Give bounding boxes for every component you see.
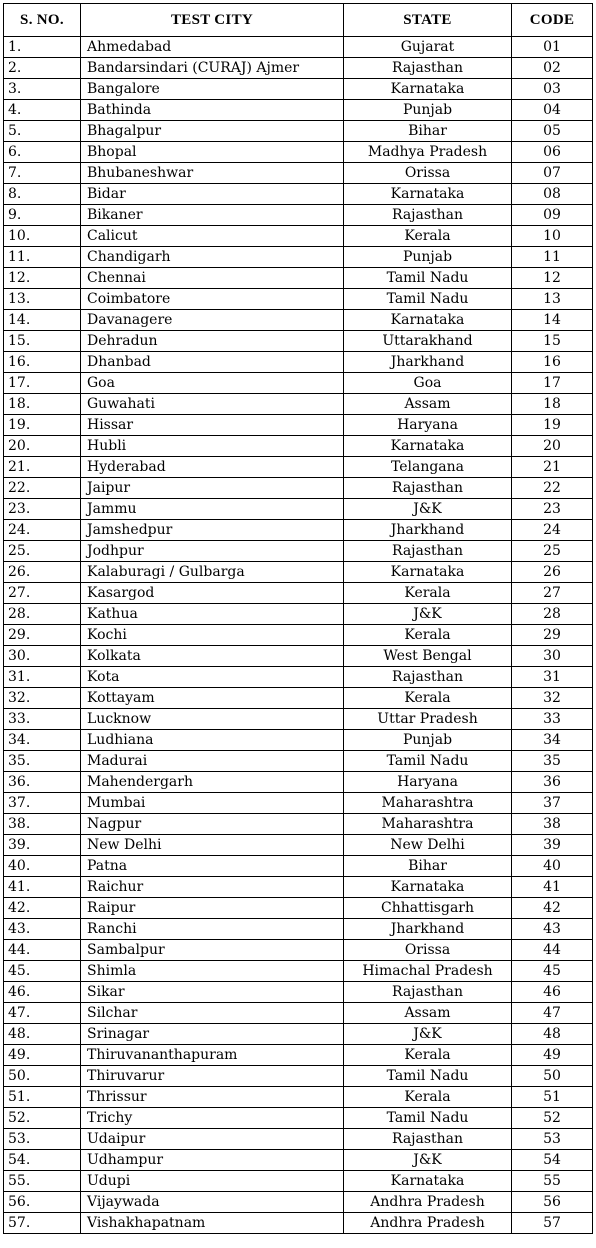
row-sno: 36. (4, 772, 81, 793)
row-state: Jharkhand (344, 520, 512, 541)
row-test-city: Thiruvarur (81, 1066, 344, 1087)
row-code: 45 (512, 961, 593, 982)
row-code: 06 (512, 142, 593, 163)
row-sno: 3. (4, 79, 81, 100)
row-state: Haryana (344, 415, 512, 436)
row-test-city: Jammu (81, 499, 344, 520)
row-test-city: Silchar (81, 1003, 344, 1024)
table-row (4, 142, 593, 163)
row-test-city: Chandigarh (81, 247, 344, 268)
row-test-city: Bhagalpur (81, 121, 344, 142)
row-sno: 8. (4, 184, 81, 205)
row-sno: 46. (4, 982, 81, 1003)
row-state: Tamil Nadu (344, 268, 512, 289)
table-row (4, 583, 593, 604)
row-code: 54 (512, 1150, 593, 1171)
row-test-city: Goa (81, 373, 344, 394)
table-row (4, 898, 593, 919)
row-sno: 17. (4, 373, 81, 394)
row-test-city: Kasargod (81, 583, 344, 604)
row-sno: 6. (4, 142, 81, 163)
table-row (4, 247, 593, 268)
row-sno: 30. (4, 646, 81, 667)
row-state: Orissa (344, 940, 512, 961)
row-code: 55 (512, 1171, 593, 1192)
row-code: 35 (512, 751, 593, 772)
header-state: STATE (344, 4, 512, 37)
row-code: 17 (512, 373, 593, 394)
table-row (4, 1087, 593, 1108)
row-sno: 27. (4, 583, 81, 604)
row-state: West Bengal (344, 646, 512, 667)
row-state: Orissa (344, 163, 512, 184)
header-sno: S. NO. (4, 4, 81, 37)
row-test-city: Hubli (81, 436, 344, 457)
table-row (4, 1213, 593, 1234)
row-state: Bihar (344, 856, 512, 877)
row-code: 31 (512, 667, 593, 688)
row-code: 10 (512, 226, 593, 247)
row-sno: 14. (4, 310, 81, 331)
row-sno: 22. (4, 478, 81, 499)
table-row (4, 457, 593, 478)
row-test-city: Shimla (81, 961, 344, 982)
table-row (4, 1066, 593, 1087)
table-row (4, 415, 593, 436)
row-sno: 53. (4, 1129, 81, 1150)
row-state: Maharashtra (344, 793, 512, 814)
row-code: 44 (512, 940, 593, 961)
row-test-city: Bathinda (81, 100, 344, 121)
row-code: 30 (512, 646, 593, 667)
table-row (4, 604, 593, 625)
row-state: Rajasthan (344, 667, 512, 688)
table-row (4, 877, 593, 898)
row-state: Rajasthan (344, 205, 512, 226)
row-state: Punjab (344, 247, 512, 268)
row-code: 05 (512, 121, 593, 142)
row-sno: 15. (4, 331, 81, 352)
row-code: 25 (512, 541, 593, 562)
row-code: 37 (512, 793, 593, 814)
row-test-city: Trichy (81, 1108, 344, 1129)
row-test-city: Raichur (81, 877, 344, 898)
row-state: Punjab (344, 100, 512, 121)
row-state: Himachal Pradesh (344, 961, 512, 982)
row-state: Kerala (344, 1087, 512, 1108)
row-test-city: Madurai (81, 751, 344, 772)
row-sno: 5. (4, 121, 81, 142)
row-code: 15 (512, 331, 593, 352)
table-row (4, 919, 593, 940)
row-sno: 31. (4, 667, 81, 688)
row-sno: 19. (4, 415, 81, 436)
row-sno: 20. (4, 436, 81, 457)
row-test-city: Mahendergarh (81, 772, 344, 793)
table-row (4, 79, 593, 100)
row-code: 53 (512, 1129, 593, 1150)
table-row (4, 100, 593, 121)
row-code: 09 (512, 205, 593, 226)
row-code: 26 (512, 562, 593, 583)
row-state: Maharashtra (344, 814, 512, 835)
row-test-city: Bhubaneshwar (81, 163, 344, 184)
row-state: Kerala (344, 226, 512, 247)
row-sno: 23. (4, 499, 81, 520)
row-state: Tamil Nadu (344, 289, 512, 310)
table-row (4, 226, 593, 247)
row-test-city: Bhopal (81, 142, 344, 163)
row-code: 03 (512, 79, 593, 100)
table-row (4, 163, 593, 184)
row-code: 56 (512, 1192, 593, 1213)
row-test-city: Raipur (81, 898, 344, 919)
table-row (4, 1108, 593, 1129)
row-test-city: Sambalpur (81, 940, 344, 961)
row-code: 33 (512, 709, 593, 730)
row-test-city: Bandarsindari (CURAJ) Ajmer (81, 58, 344, 79)
row-code: 16 (512, 352, 593, 373)
row-sno: 48. (4, 1024, 81, 1045)
table-row (4, 289, 593, 310)
row-sno: 40. (4, 856, 81, 877)
table-row (4, 856, 593, 877)
row-sno: 2. (4, 58, 81, 79)
table-row (4, 562, 593, 583)
row-test-city: Kottayam (81, 688, 344, 709)
row-test-city: Thiruvananthapuram (81, 1045, 344, 1066)
row-test-city: Hyderabad (81, 457, 344, 478)
row-state: Assam (344, 1003, 512, 1024)
row-state: Andhra Pradesh (344, 1192, 512, 1213)
row-test-city: Bikaner (81, 205, 344, 226)
row-state: Chhattisgarh (344, 898, 512, 919)
header-test-city: TEST CITY (81, 4, 344, 37)
row-code: 51 (512, 1087, 593, 1108)
row-code: 23 (512, 499, 593, 520)
row-code: 50 (512, 1066, 593, 1087)
row-state: Tamil Nadu (344, 1108, 512, 1129)
row-sno: 49. (4, 1045, 81, 1066)
row-sno: 55. (4, 1171, 81, 1192)
row-state: J&K (344, 1024, 512, 1045)
row-sno: 43. (4, 919, 81, 940)
table-row (4, 1024, 593, 1045)
header-row (4, 4, 593, 37)
row-sno: 56. (4, 1192, 81, 1213)
row-state: J&K (344, 604, 512, 625)
row-test-city: Ludhiana (81, 730, 344, 751)
row-code: 11 (512, 247, 593, 268)
row-state: Karnataka (344, 310, 512, 331)
row-state: Assam (344, 394, 512, 415)
row-code: 20 (512, 436, 593, 457)
row-code: 52 (512, 1108, 593, 1129)
table-row (4, 478, 593, 499)
table-row (4, 688, 593, 709)
row-test-city: Udaipur (81, 1129, 344, 1150)
row-sno: 29. (4, 625, 81, 646)
row-state: Rajasthan (344, 982, 512, 1003)
table-row (4, 121, 593, 142)
row-code: 14 (512, 310, 593, 331)
row-sno: 28. (4, 604, 81, 625)
table-row (4, 961, 593, 982)
row-test-city: Udhampur (81, 1150, 344, 1171)
table-header (4, 4, 593, 37)
row-state: Karnataka (344, 184, 512, 205)
row-state: Kerala (344, 583, 512, 604)
table-row (4, 751, 593, 772)
table-row (4, 37, 593, 58)
row-state: New Delhi (344, 835, 512, 856)
row-sno: 44. (4, 940, 81, 961)
row-sno: 21. (4, 457, 81, 478)
table-row (4, 793, 593, 814)
row-state: Jharkhand (344, 352, 512, 373)
row-test-city: Jodhpur (81, 541, 344, 562)
row-code: 08 (512, 184, 593, 205)
row-code: 57 (512, 1213, 593, 1234)
row-test-city: Jaipur (81, 478, 344, 499)
row-state: Karnataka (344, 877, 512, 898)
table-row (4, 940, 593, 961)
table-row (4, 184, 593, 205)
row-sno: 45. (4, 961, 81, 982)
row-code: 02 (512, 58, 593, 79)
row-state: Kerala (344, 688, 512, 709)
row-state: Tamil Nadu (344, 751, 512, 772)
row-state: Kerala (344, 1045, 512, 1066)
table-row (4, 1129, 593, 1150)
table-row (4, 772, 593, 793)
row-sno: 52. (4, 1108, 81, 1129)
table-row (4, 625, 593, 646)
table-row (4, 499, 593, 520)
row-test-city: Guwahati (81, 394, 344, 415)
row-sno: 38. (4, 814, 81, 835)
row-code: 27 (512, 583, 593, 604)
row-code: 43 (512, 919, 593, 940)
row-code: 36 (512, 772, 593, 793)
row-test-city: Kolkata (81, 646, 344, 667)
row-test-city: Jamshedpur (81, 520, 344, 541)
row-test-city: Kathua (81, 604, 344, 625)
row-code: 28 (512, 604, 593, 625)
table-row (4, 1171, 593, 1192)
row-state: Haryana (344, 772, 512, 793)
table-row (4, 205, 593, 226)
row-state: Telangana (344, 457, 512, 478)
header-code: CODE (512, 4, 593, 37)
row-test-city: Davanagere (81, 310, 344, 331)
row-code: 48 (512, 1024, 593, 1045)
row-sno: 39. (4, 835, 81, 856)
row-test-city: Chennai (81, 268, 344, 289)
row-test-city: Vishakhapatnam (81, 1213, 344, 1234)
row-sno: 24. (4, 520, 81, 541)
row-state: Rajasthan (344, 1129, 512, 1150)
row-test-city: Dhanbad (81, 352, 344, 373)
test-city-table (3, 3, 593, 1234)
row-code: 38 (512, 814, 593, 835)
row-test-city: Lucknow (81, 709, 344, 730)
row-code: 39 (512, 835, 593, 856)
row-code: 42 (512, 898, 593, 919)
table-row (4, 373, 593, 394)
table-row (4, 1003, 593, 1024)
table-row (4, 1150, 593, 1171)
row-test-city: Bangalore (81, 79, 344, 100)
table-row (4, 541, 593, 562)
table-row (4, 436, 593, 457)
row-code: 46 (512, 982, 593, 1003)
row-sno: 54. (4, 1150, 81, 1171)
row-state: Tamil Nadu (344, 1066, 512, 1087)
row-test-city: Calicut (81, 226, 344, 247)
row-test-city: Coimbatore (81, 289, 344, 310)
row-test-city: New Delhi (81, 835, 344, 856)
row-test-city: Kota (81, 667, 344, 688)
table-row (4, 1192, 593, 1213)
table-row (4, 520, 593, 541)
row-code: 29 (512, 625, 593, 646)
row-sno: 51. (4, 1087, 81, 1108)
table-row (4, 1045, 593, 1066)
row-code: 34 (512, 730, 593, 751)
row-state: J&K (344, 499, 512, 520)
row-state: Uttarakhand (344, 331, 512, 352)
row-test-city: Bidar (81, 184, 344, 205)
row-state: Rajasthan (344, 541, 512, 562)
row-state: Karnataka (344, 562, 512, 583)
row-code: 49 (512, 1045, 593, 1066)
row-sno: 50. (4, 1066, 81, 1087)
row-code: 40 (512, 856, 593, 877)
row-test-city: Ahmedabad (81, 37, 344, 58)
row-sno: 4. (4, 100, 81, 121)
row-state: Gujarat (344, 37, 512, 58)
row-code: 07 (512, 163, 593, 184)
row-state: Punjab (344, 730, 512, 751)
row-sno: 11. (4, 247, 81, 268)
table-row (4, 646, 593, 667)
row-state: Karnataka (344, 436, 512, 457)
row-code: 01 (512, 37, 593, 58)
row-test-city: Mumbai (81, 793, 344, 814)
row-sno: 42. (4, 898, 81, 919)
row-test-city: Sikar (81, 982, 344, 1003)
row-test-city: Thrissur (81, 1087, 344, 1108)
row-sno: 41. (4, 877, 81, 898)
row-state: Madhya Pradesh (344, 142, 512, 163)
row-test-city: Srinagar (81, 1024, 344, 1045)
row-sno: 26. (4, 562, 81, 583)
table-row (4, 58, 593, 79)
row-sno: 25. (4, 541, 81, 562)
row-sno: 16. (4, 352, 81, 373)
row-test-city: Vijaywada (81, 1192, 344, 1213)
row-sno: 9. (4, 205, 81, 226)
table-row (4, 394, 593, 415)
row-test-city: Nagpur (81, 814, 344, 835)
row-test-city: Hissar (81, 415, 344, 436)
table-row (4, 352, 593, 373)
row-code: 24 (512, 520, 593, 541)
row-code: 47 (512, 1003, 593, 1024)
row-state: Bihar (344, 121, 512, 142)
row-code: 18 (512, 394, 593, 415)
row-sno: 10. (4, 226, 81, 247)
row-sno: 32. (4, 688, 81, 709)
table-body (4, 37, 593, 1234)
row-sno: 7. (4, 163, 81, 184)
row-state: Kerala (344, 625, 512, 646)
row-sno: 12. (4, 268, 81, 289)
row-sno: 18. (4, 394, 81, 415)
row-code: 41 (512, 877, 593, 898)
row-sno: 47. (4, 1003, 81, 1024)
row-sno: 35. (4, 751, 81, 772)
table-row (4, 709, 593, 730)
row-test-city: Patna (81, 856, 344, 877)
table-row (4, 331, 593, 352)
table-row (4, 310, 593, 331)
row-sno: 33. (4, 709, 81, 730)
row-sno: 34. (4, 730, 81, 751)
row-state: Uttar Pradesh (344, 709, 512, 730)
row-code: 22 (512, 478, 593, 499)
row-state: Rajasthan (344, 478, 512, 499)
row-code: 13 (512, 289, 593, 310)
row-test-city: Kochi (81, 625, 344, 646)
row-test-city: Dehradun (81, 331, 344, 352)
table-row (4, 982, 593, 1003)
row-sno: 1. (4, 37, 81, 58)
row-state: Andhra Pradesh (344, 1213, 512, 1234)
row-state: Karnataka (344, 79, 512, 100)
row-sno: 13. (4, 289, 81, 310)
row-test-city: Udupi (81, 1171, 344, 1192)
table-row (4, 835, 593, 856)
table-row (4, 667, 593, 688)
row-test-city: Kalaburagi / Gulbarga (81, 562, 344, 583)
row-state: J&K (344, 1150, 512, 1171)
table-row (4, 814, 593, 835)
row-code: 04 (512, 100, 593, 121)
row-code: 32 (512, 688, 593, 709)
row-sno: 57. (4, 1213, 81, 1234)
row-state: Rajasthan (344, 58, 512, 79)
row-code: 19 (512, 415, 593, 436)
row-state: Jharkhand (344, 919, 512, 940)
table-row (4, 268, 593, 289)
table-row (4, 730, 593, 751)
row-state: Goa (344, 373, 512, 394)
row-code: 21 (512, 457, 593, 478)
row-state: Karnataka (344, 1171, 512, 1192)
row-code: 12 (512, 268, 593, 289)
row-test-city: Ranchi (81, 919, 344, 940)
row-sno: 37. (4, 793, 81, 814)
